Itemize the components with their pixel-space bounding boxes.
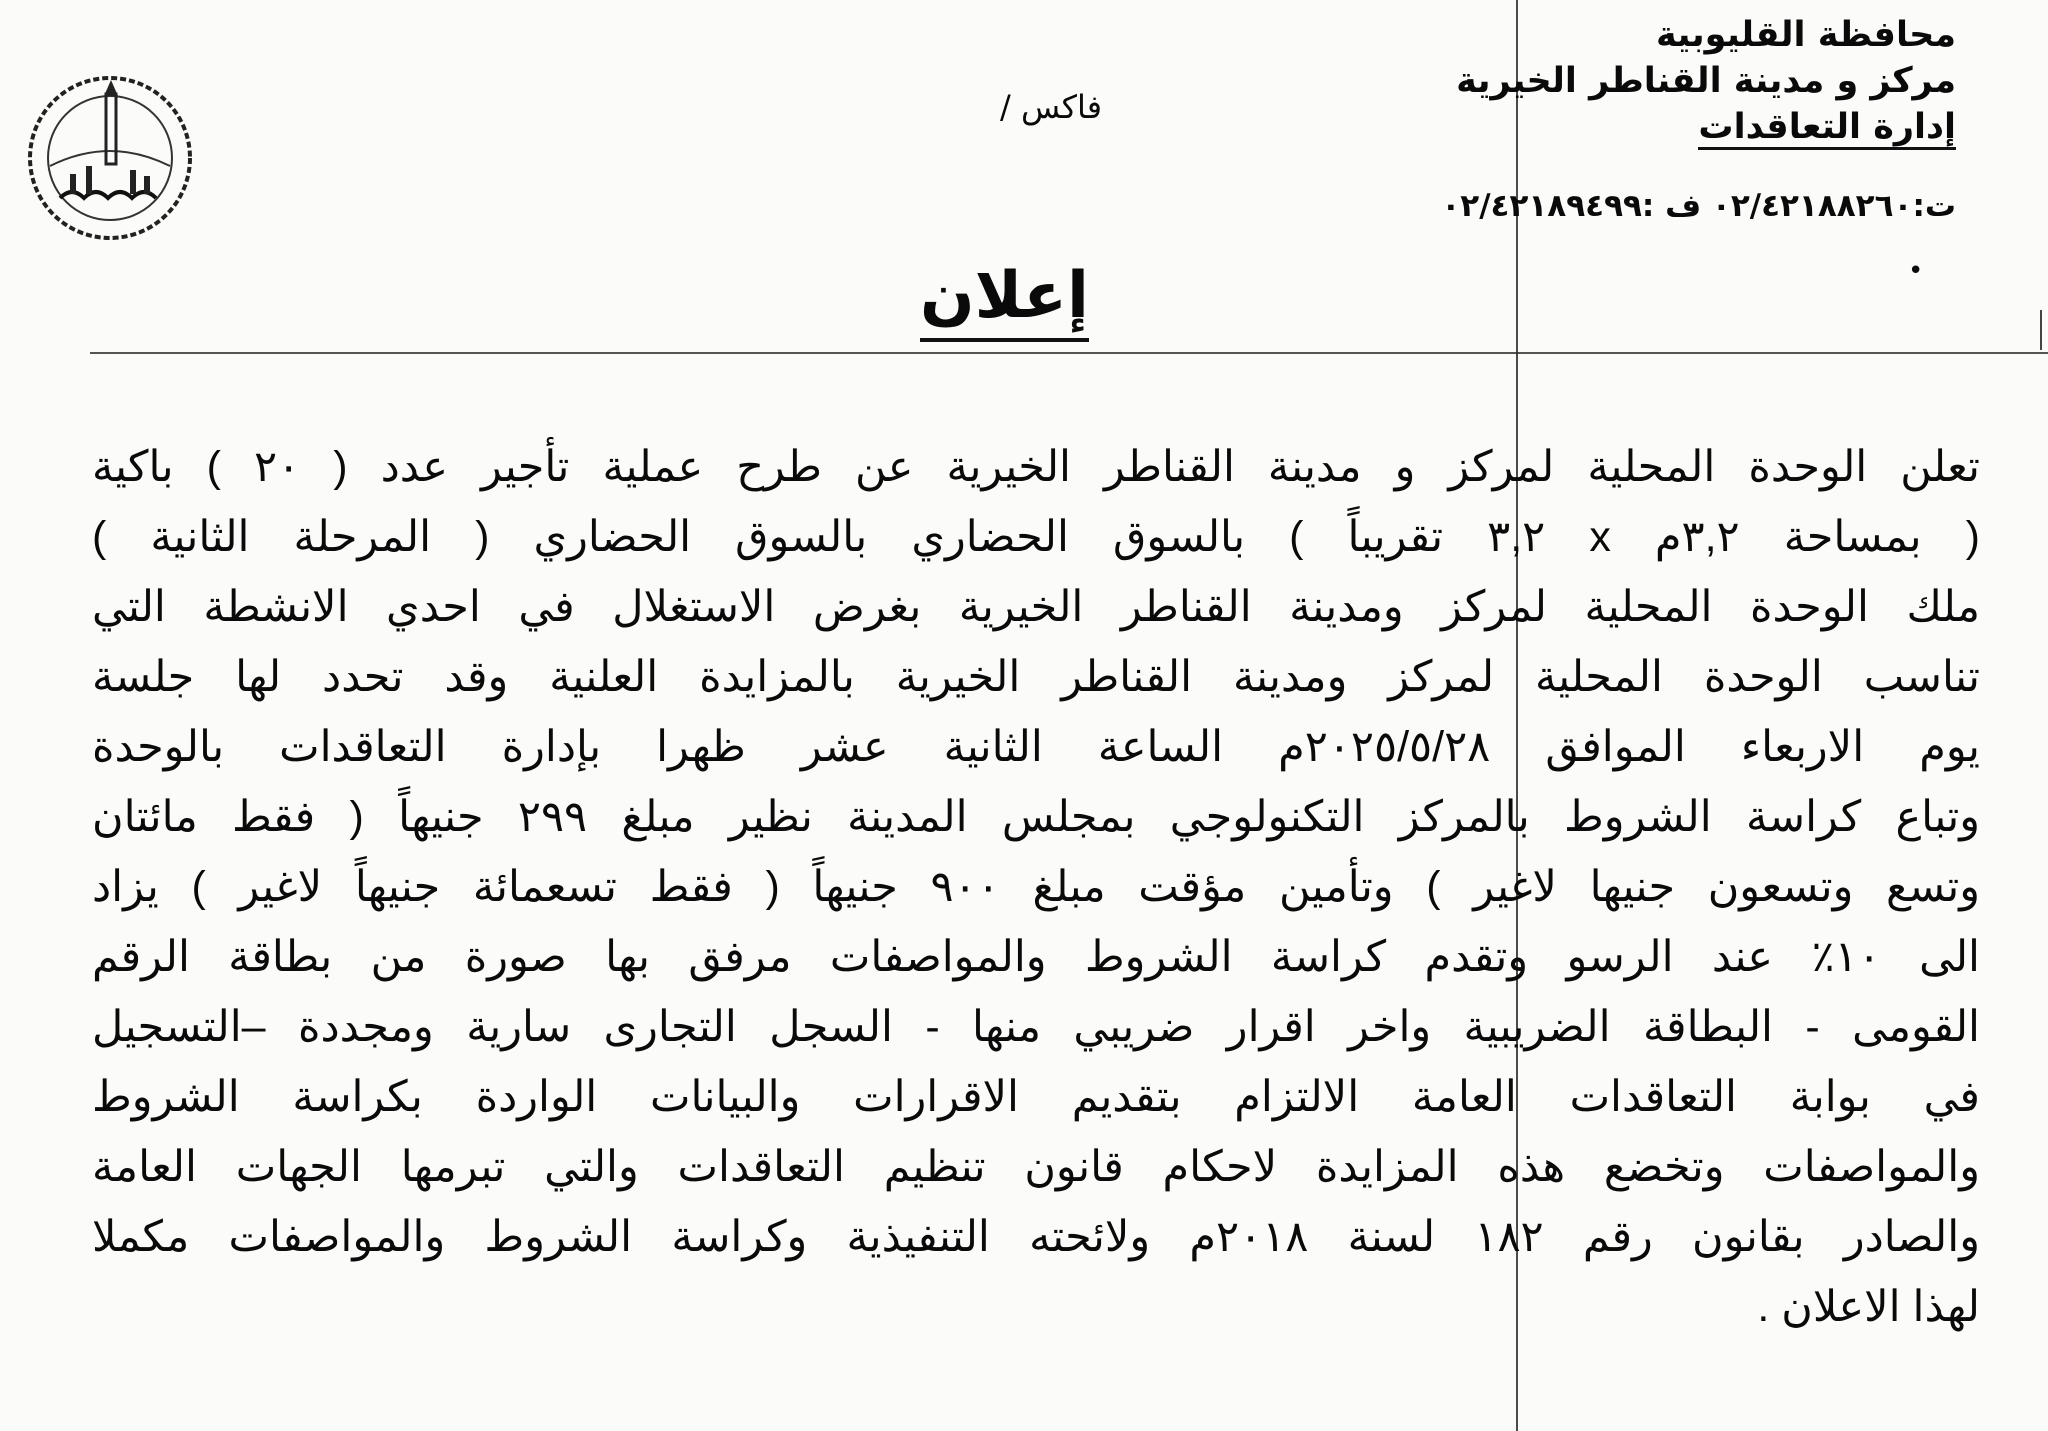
governorate-seal-icon xyxy=(20,66,200,246)
body-line: وتسع وتسعون جنيها لاغير ) وتأمين مؤقت مبلغ ٩٠٠ جنيهاً ( فقط تسعمائة جنيهاً لاغير ) يزاد xyxy=(92,863,1980,911)
body-line: ( بمساحة ٣,٢م x ٣,٢ تقريباً ) بالسوق الحضاري بالسوق الحضاري ( المرحلة الثانية ) xyxy=(92,513,1980,561)
city-center-name: مركز و مدينة القناطر الخيرية xyxy=(1456,61,1956,101)
announcement-title: إعلان xyxy=(920,256,1089,342)
header-divider xyxy=(90,352,2048,354)
body-line: والصادر بقانون رقم ١٨٢ لسنة ٢٠١٨م ولائحته التنفيذية وكراسة الشروط والمواصفات مكملا xyxy=(92,1213,1980,1261)
body-line: في بوابة التعاقدات العامة الالتزام بتقديم الاقرارات والبيانات الواردة بكراسة الشروط xyxy=(92,1073,1980,1121)
body-line: تعلن الوحدة المحلية لمركز و مدينة القناطر الخيرية عن طرح عملية تأجير عدد ( ٢٠ ) باكية xyxy=(92,443,1980,491)
body-line: يوم الاربعاء الموافق ٢٠٢٥/٥/٢٨م الساعة الثانية عشر ظهرا بإدارة التعاقدات بالوحدة xyxy=(92,723,1980,771)
announcement-body xyxy=(92,432,1980,1342)
contact-numbers: ت:٠٢/٤٢١٨٨٢٦٠ ف :٠٢/٤٢١٨٩٤٩٩ xyxy=(1441,188,1956,224)
department-name: إدارة التعاقدات xyxy=(1698,107,1956,150)
body-line: والمواصفات وتخضع هذه المزايدة لاحكام قانون تنظيم التعاقدات والتي تبرمها الجهات العامة xyxy=(92,1143,1980,1191)
scan-speck: • xyxy=(1908,256,1924,286)
body-line: تناسب الوحدة المحلية لمركز ومدينة القناطر الخيرية بالمزايدة العلنية وقد تحدد لها جلسة xyxy=(92,653,1980,701)
body-line: القومى - البطاقة الضريبية واخر اقرار ضريبي منها - السجل التجارى سارية ومجددة –التسجيل xyxy=(92,1003,1980,1051)
issuer-header xyxy=(1436,12,1956,150)
governorate-name: محافظة القليوبية xyxy=(1656,15,1956,55)
body-line: وتباع كراسة الشروط بالمركز التكنولوجي بمجلس المدينة نظير مبلغ ٢٩٩ جنيهاً ( فقط مائتان xyxy=(92,793,1980,841)
body-line: ملك الوحدة المحلية لمركز ومدينة القناطر الخيرية بغرض الاستغلال في احدي الانشطة التي xyxy=(92,583,1980,631)
body-line: لهذا الاعلان . xyxy=(1757,1283,1980,1331)
fax-label: فاكس / xyxy=(1000,88,1103,126)
scan-edge-mark xyxy=(2040,310,2042,350)
body-line: الى ١٠٪ عند الرسو وتقدم كراسة الشروط والمواصفات مرفق بها صورة من بطاقة الرقم xyxy=(92,933,1980,981)
